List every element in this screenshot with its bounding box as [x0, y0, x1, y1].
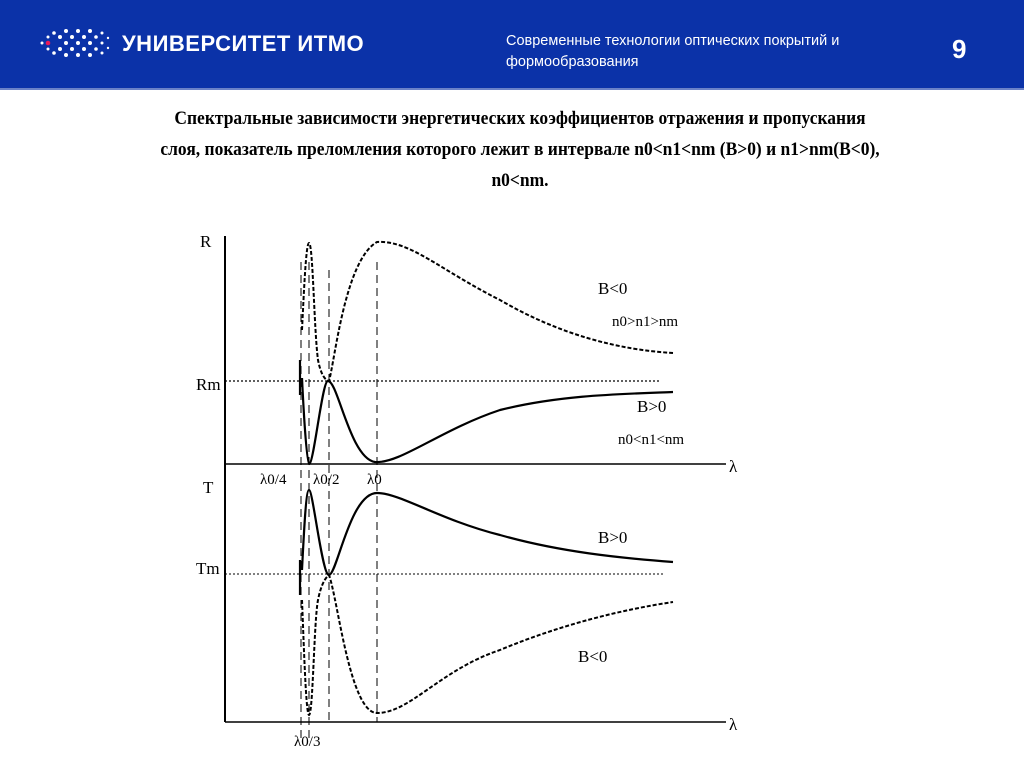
upper-b-negative-condition: n0>n1>nm — [612, 314, 679, 330]
course-title: Современные технологии оптических покрытий и формообразования — [506, 33, 840, 70]
upper-b-positive-condition: n0<n1<nm — [618, 432, 685, 448]
title-line-3: n0<nm. — [491, 170, 549, 191]
lower-b-positive-label: B>0 — [598, 528, 628, 547]
r-curve-b-positive — [300, 360, 673, 464]
upper-lambda-label: λ — [729, 457, 738, 476]
lower-b-negative-label: B<0 — [578, 647, 608, 666]
rm-label: Rm — [196, 375, 221, 394]
t-curve-b-negative — [302, 575, 673, 715]
upper-b-positive-label: B>0 — [637, 397, 667, 416]
tick-lambda-third: λ0/3 — [294, 734, 321, 750]
tick-lambda-quarter: λ0/4 — [260, 472, 287, 488]
r-curve-b-negative — [302, 242, 673, 381]
title-formula: n0<n1<nm (B>0) и n1>nm(B<0), — [634, 139, 880, 160]
title-line-1: Спектральные зависимости энергетических коэффициентов отражения и пропускания — [174, 108, 866, 129]
tick-lambda-half: λ0/2 — [313, 472, 340, 488]
page-number: 9 — [952, 34, 967, 64]
tick-lambda-full: λ0 — [367, 472, 382, 488]
r-axis-label: R — [200, 232, 212, 251]
t-axis-label: T — [203, 478, 214, 497]
tm-label: Tm — [196, 559, 220, 578]
upper-b-negative-label: B<0 — [598, 279, 628, 298]
lower-lambda-label: λ — [729, 715, 738, 734]
brand-name: УНИВЕРСИТЕТ ИТМО — [122, 31, 365, 56]
title-line-2-text: слоя, показатель преломления которого лежит в интервале — [160, 139, 635, 160]
